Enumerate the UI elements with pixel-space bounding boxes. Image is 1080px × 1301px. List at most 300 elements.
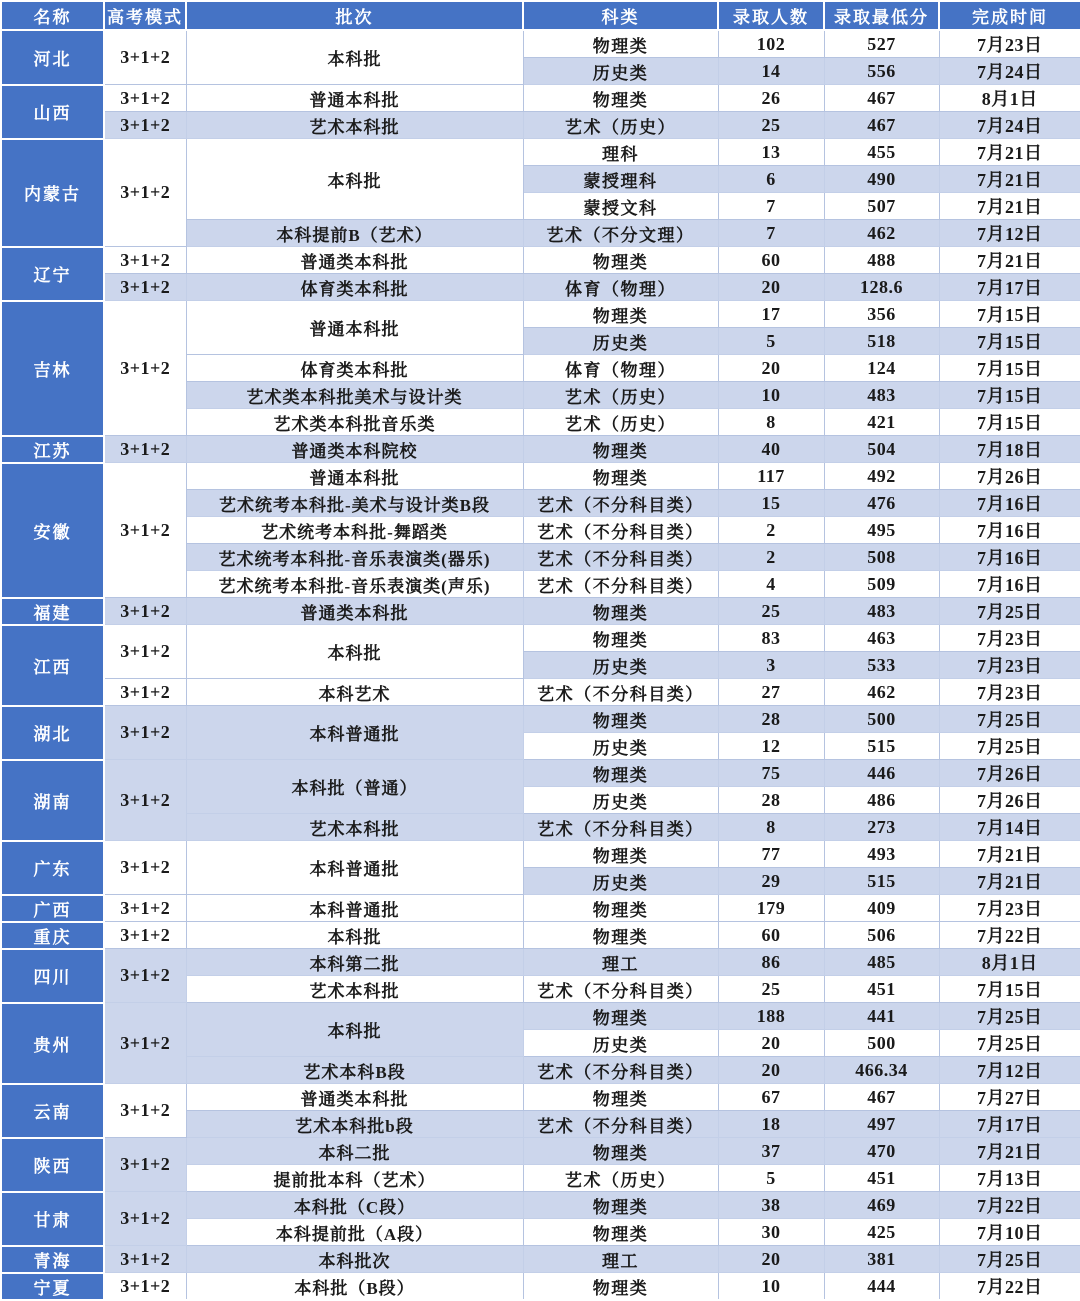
cell-count: 67	[718, 1084, 824, 1111]
cell-score: 356	[824, 301, 939, 328]
cell-mode: 3+1+2	[104, 679, 186, 706]
cell-count: 25	[718, 598, 824, 625]
cell-subject: 物理类	[523, 247, 718, 274]
cell-date: 7月22日	[939, 1273, 1080, 1301]
cell-date: 7月23日	[939, 30, 1080, 58]
table-body	[1, 30, 1080, 1300]
cell-score: 451	[824, 1165, 939, 1192]
cell-batch: 本科批（普通）	[186, 760, 523, 814]
cell-subject: 物理类	[523, 1273, 718, 1301]
cell-date: 7月23日	[939, 895, 1080, 922]
cell-subject: 艺术（不分科目类）	[523, 679, 718, 706]
cell-score: 495	[824, 517, 939, 544]
cell-date: 7月21日	[939, 868, 1080, 895]
cell-date: 7月22日	[939, 922, 1080, 949]
cell-count: 7	[718, 193, 824, 220]
cell-count: 5	[718, 328, 824, 355]
cell-date: 7月25日	[939, 706, 1080, 733]
cell-date: 7月21日	[939, 193, 1080, 220]
cell-subject: 艺术（不分科目类）	[523, 1111, 718, 1138]
province-cell: 广西	[1, 895, 104, 922]
cell-count: 10	[718, 382, 824, 409]
cell-batch: 本科批（B段）	[186, 1273, 523, 1301]
cell-subject: 历史类	[523, 58, 718, 85]
column-header-date: 完成时间	[939, 1, 1080, 30]
cell-date: 7月21日	[939, 139, 1080, 166]
cell-batch: 艺术统考本科批-音乐表演类(器乐)	[186, 544, 523, 571]
cell-score: 462	[824, 679, 939, 706]
cell-date: 7月25日	[939, 598, 1080, 625]
column-header-count: 录取人数	[718, 1, 824, 30]
cell-batch: 本科批	[186, 139, 523, 220]
cell-date: 7月17日	[939, 274, 1080, 301]
cell-subject: 历史类	[523, 787, 718, 814]
cell-subject: 物理类	[523, 1138, 718, 1165]
cell-date: 7月23日	[939, 625, 1080, 652]
cell-batch: 本科提前批（A段）	[186, 1219, 523, 1246]
cell-batch: 艺术本科批	[186, 112, 523, 139]
table-row	[1, 625, 1080, 652]
cell-count: 20	[718, 1246, 824, 1273]
cell-date: 7月16日	[939, 490, 1080, 517]
cell-mode: 3+1+2	[104, 30, 186, 85]
province-cell: 内蒙古	[1, 139, 104, 247]
cell-score: 467	[824, 112, 939, 139]
cell-date: 7月24日	[939, 58, 1080, 85]
cell-score: 518	[824, 328, 939, 355]
cell-date: 7月26日	[939, 787, 1080, 814]
cell-subject: 艺术（不分科目类）	[523, 976, 718, 1003]
cell-subject: 物理类	[523, 706, 718, 733]
cell-mode: 3+1+2	[104, 706, 186, 760]
cell-count: 83	[718, 625, 824, 652]
cell-date: 7月15日	[939, 355, 1080, 382]
cell-subject: 艺术（历史）	[523, 112, 718, 139]
cell-score: 469	[824, 1192, 939, 1219]
cell-subject: 理工	[523, 949, 718, 976]
column-header-name: 名称	[1, 1, 104, 30]
column-header-subject: 科类	[523, 1, 718, 30]
cell-batch: 艺术本科B段	[186, 1057, 523, 1084]
table-row	[1, 598, 1080, 625]
cell-date: 7月14日	[939, 814, 1080, 841]
cell-subject: 艺术（不分科目类）	[523, 517, 718, 544]
cell-subject: 历史类	[523, 733, 718, 760]
cell-count: 7	[718, 220, 824, 247]
cell-mode: 3+1+2	[104, 1246, 186, 1273]
cell-score: 451	[824, 976, 939, 1003]
province-cell: 湖北	[1, 706, 104, 760]
cell-subject: 物理类	[523, 598, 718, 625]
cell-date: 7月21日	[939, 166, 1080, 193]
cell-date: 7月25日	[939, 1246, 1080, 1273]
cell-mode: 3+1+2	[104, 436, 186, 463]
table-row	[1, 463, 1080, 490]
table-row	[1, 112, 1080, 139]
cell-score: 455	[824, 139, 939, 166]
cell-batch: 艺术统考本科批-音乐表演类(声乐)	[186, 571, 523, 598]
cell-score: 409	[824, 895, 939, 922]
cell-date: 7月24日	[939, 112, 1080, 139]
cell-date: 7月15日	[939, 301, 1080, 328]
province-cell: 甘肃	[1, 1192, 104, 1246]
province-cell: 山西	[1, 85, 104, 139]
table-row	[1, 1003, 1080, 1030]
cell-subject: 物理类	[523, 922, 718, 949]
cell-date: 7月12日	[939, 220, 1080, 247]
province-cell: 四川	[1, 949, 104, 1003]
cell-subject: 艺术（不分科目类）	[523, 544, 718, 571]
cell-date: 7月27日	[939, 1084, 1080, 1111]
cell-score: 506	[824, 922, 939, 949]
cell-score: 466.34	[824, 1057, 939, 1084]
cell-score: 425	[824, 1219, 939, 1246]
province-cell: 吉林	[1, 301, 104, 436]
cell-mode: 3+1+2	[104, 922, 186, 949]
cell-mode: 3+1+2	[104, 1138, 186, 1192]
cell-score: 527	[824, 30, 939, 58]
cell-batch: 本科第二批	[186, 949, 523, 976]
cell-count: 26	[718, 85, 824, 112]
cell-score: 508	[824, 544, 939, 571]
cell-subject: 物理类	[523, 463, 718, 490]
cell-count: 15	[718, 490, 824, 517]
cell-count: 28	[718, 706, 824, 733]
table-row	[1, 301, 1080, 328]
cell-date: 7月26日	[939, 760, 1080, 787]
cell-count: 60	[718, 922, 824, 949]
cell-date: 7月15日	[939, 382, 1080, 409]
cell-date: 7月15日	[939, 409, 1080, 436]
cell-mode: 3+1+2	[104, 139, 186, 247]
cell-score: 273	[824, 814, 939, 841]
cell-score: 504	[824, 436, 939, 463]
cell-mode: 3+1+2	[104, 274, 186, 301]
cell-date: 7月16日	[939, 544, 1080, 571]
cell-subject: 历史类	[523, 1030, 718, 1057]
cell-subject: 理科	[523, 139, 718, 166]
cell-score: 492	[824, 463, 939, 490]
province-cell: 陕西	[1, 1138, 104, 1192]
cell-score: 441	[824, 1003, 939, 1030]
cell-mode: 3+1+2	[104, 301, 186, 436]
cell-batch: 普通类本科批	[186, 1084, 523, 1111]
cell-date: 7月26日	[939, 463, 1080, 490]
cell-date: 7月16日	[939, 571, 1080, 598]
cell-batch: 艺术本科批	[186, 976, 523, 1003]
cell-date: 7月23日	[939, 679, 1080, 706]
cell-score: 467	[824, 1084, 939, 1111]
province-cell: 湖南	[1, 760, 104, 841]
province-cell: 江西	[1, 625, 104, 706]
cell-batch: 体育类本科批	[186, 274, 523, 301]
cell-count: 8	[718, 409, 824, 436]
cell-count: 28	[718, 787, 824, 814]
cell-score: 509	[824, 571, 939, 598]
cell-date: 7月18日	[939, 436, 1080, 463]
cell-mode: 3+1+2	[104, 112, 186, 139]
province-cell: 重庆	[1, 922, 104, 949]
province-cell: 云南	[1, 1084, 104, 1138]
cell-mode: 3+1+2	[104, 598, 186, 625]
cell-score: 507	[824, 193, 939, 220]
cell-count: 13	[718, 139, 824, 166]
cell-count: 30	[718, 1219, 824, 1246]
cell-score: 483	[824, 598, 939, 625]
cell-mode: 3+1+2	[104, 85, 186, 112]
cell-batch: 本科批	[186, 1003, 523, 1057]
table-row	[1, 436, 1080, 463]
cell-count: 5	[718, 1165, 824, 1192]
cell-date: 8月1日	[939, 949, 1080, 976]
cell-subject: 艺术（不分文理）	[523, 220, 718, 247]
cell-subject: 体育（物理）	[523, 274, 718, 301]
cell-batch: 普通类本科批	[186, 598, 523, 625]
cell-score: 476	[824, 490, 939, 517]
cell-score: 124	[824, 355, 939, 382]
table-row	[1, 706, 1080, 733]
cell-count: 25	[718, 976, 824, 1003]
cell-batch: 艺术统考本科批-美术与设计类B段	[186, 490, 523, 517]
cell-count: 179	[718, 895, 824, 922]
cell-mode: 3+1+2	[104, 1273, 186, 1301]
cell-mode: 3+1+2	[104, 949, 186, 1003]
cell-batch: 本科二批	[186, 1138, 523, 1165]
cell-date: 7月21日	[939, 247, 1080, 274]
cell-count: 12	[718, 733, 824, 760]
cell-mode: 3+1+2	[104, 760, 186, 841]
cell-score: 515	[824, 733, 939, 760]
table-row	[1, 30, 1080, 58]
cell-batch: 体育类本科批	[186, 355, 523, 382]
table-row	[1, 895, 1080, 922]
table-row	[1, 1246, 1080, 1273]
cell-count: 188	[718, 1003, 824, 1030]
cell-batch: 提前批本科（艺术）	[186, 1165, 523, 1192]
cell-subject: 物理类	[523, 1192, 718, 1219]
cell-subject: 物理类	[523, 1003, 718, 1030]
cell-score: 515	[824, 868, 939, 895]
cell-subject: 艺术（不分科目类）	[523, 814, 718, 841]
cell-date: 7月15日	[939, 328, 1080, 355]
cell-batch: 普通类本科批	[186, 247, 523, 274]
cell-count: 77	[718, 841, 824, 868]
table-row	[1, 1192, 1080, 1219]
cell-batch: 本科批次	[186, 1246, 523, 1273]
cell-mode: 3+1+2	[104, 625, 186, 679]
column-header-mode: 高考模式	[104, 1, 186, 30]
table-row	[1, 1138, 1080, 1165]
cell-count: 40	[718, 436, 824, 463]
cell-batch: 普通本科批	[186, 85, 523, 112]
cell-score: 490	[824, 166, 939, 193]
cell-batch: 本科批（C段）	[186, 1192, 523, 1219]
cell-mode: 3+1+2	[104, 1084, 186, 1138]
table-row	[1, 679, 1080, 706]
cell-count: 6	[718, 166, 824, 193]
table-row	[1, 1084, 1080, 1111]
cell-subject: 物理类	[523, 301, 718, 328]
cell-batch: 艺术类本科批音乐类	[186, 409, 523, 436]
cell-score: 421	[824, 409, 939, 436]
cell-mode: 3+1+2	[104, 463, 186, 598]
cell-date: 7月25日	[939, 1003, 1080, 1030]
cell-count: 3	[718, 652, 824, 679]
cell-score: 467	[824, 85, 939, 112]
cell-mode: 3+1+2	[104, 841, 186, 895]
cell-mode: 3+1+2	[104, 895, 186, 922]
cell-score: 500	[824, 706, 939, 733]
cell-date: 7月10日	[939, 1219, 1080, 1246]
cell-count: 38	[718, 1192, 824, 1219]
cell-date: 8月1日	[939, 85, 1080, 112]
table-row	[1, 949, 1080, 976]
cell-count: 10	[718, 1273, 824, 1301]
cell-score: 533	[824, 652, 939, 679]
cell-count: 17	[718, 301, 824, 328]
cell-subject: 蒙授文科	[523, 193, 718, 220]
cell-subject: 艺术（不分科目类）	[523, 571, 718, 598]
province-cell: 辽宁	[1, 247, 104, 301]
cell-score: 488	[824, 247, 939, 274]
cell-count: 20	[718, 1030, 824, 1057]
cell-count: 2	[718, 544, 824, 571]
cell-count: 27	[718, 679, 824, 706]
cell-subject: 历史类	[523, 868, 718, 895]
cell-count: 8	[718, 814, 824, 841]
cell-date: 7月25日	[939, 733, 1080, 760]
cell-count: 75	[718, 760, 824, 787]
cell-subject: 体育（物理）	[523, 355, 718, 382]
cell-date: 7月25日	[939, 1030, 1080, 1057]
cell-count: 102	[718, 30, 824, 58]
province-cell: 广东	[1, 841, 104, 895]
table-row	[1, 274, 1080, 301]
cell-batch: 本科批	[186, 625, 523, 679]
cell-batch: 艺术类本科批美术与设计类	[186, 382, 523, 409]
cell-count: 2	[718, 517, 824, 544]
table-row	[1, 85, 1080, 112]
cell-score: 128.6	[824, 274, 939, 301]
cell-subject: 理工	[523, 1246, 718, 1273]
column-header-batch: 批次	[186, 1, 523, 30]
cell-score: 483	[824, 382, 939, 409]
cell-subject: 蒙授理科	[523, 166, 718, 193]
province-cell: 江苏	[1, 436, 104, 463]
cell-subject: 物理类	[523, 760, 718, 787]
cell-date: 7月21日	[939, 1138, 1080, 1165]
cell-subject: 物理类	[523, 841, 718, 868]
cell-date: 7月22日	[939, 1192, 1080, 1219]
cell-score: 446	[824, 760, 939, 787]
cell-batch: 普通类本科院校	[186, 436, 523, 463]
cell-count: 25	[718, 112, 824, 139]
province-cell: 安徽	[1, 463, 104, 598]
cell-count: 18	[718, 1111, 824, 1138]
province-cell: 河北	[1, 30, 104, 85]
cell-subject: 物理类	[523, 85, 718, 112]
cell-score: 500	[824, 1030, 939, 1057]
cell-batch: 本科批	[186, 30, 523, 85]
column-header-score: 录取最低分	[824, 1, 939, 30]
cell-date: 7月13日	[939, 1165, 1080, 1192]
cell-mode: 3+1+2	[104, 247, 186, 274]
cell-count: 4	[718, 571, 824, 598]
province-cell: 福建	[1, 598, 104, 625]
cell-date: 7月23日	[939, 652, 1080, 679]
cell-score: 463	[824, 625, 939, 652]
cell-score: 497	[824, 1111, 939, 1138]
cell-date: 7月17日	[939, 1111, 1080, 1138]
table-row	[1, 247, 1080, 274]
cell-count: 29	[718, 868, 824, 895]
cell-score: 470	[824, 1138, 939, 1165]
cell-score: 381	[824, 1246, 939, 1273]
cell-count: 37	[718, 1138, 824, 1165]
cell-subject: 艺术（不分科目类）	[523, 1057, 718, 1084]
cell-score: 556	[824, 58, 939, 85]
province-cell: 贵州	[1, 1003, 104, 1084]
cell-subject: 物理类	[523, 436, 718, 463]
cell-batch: 本科提前B（艺术）	[186, 220, 523, 247]
cell-mode: 3+1+2	[104, 1192, 186, 1246]
cell-subject: 物理类	[523, 1084, 718, 1111]
cell-score: 462	[824, 220, 939, 247]
cell-score: 444	[824, 1273, 939, 1301]
table-row	[1, 139, 1080, 166]
cell-subject: 艺术（历史）	[523, 409, 718, 436]
cell-count: 20	[718, 1057, 824, 1084]
cell-batch: 艺术本科批b段	[186, 1111, 523, 1138]
cell-score: 486	[824, 787, 939, 814]
cell-batch: 普通本科批	[186, 301, 523, 355]
cell-batch: 本科艺术	[186, 679, 523, 706]
table-row	[1, 760, 1080, 787]
cell-subject: 历史类	[523, 328, 718, 355]
cell-count: 20	[718, 274, 824, 301]
cell-score: 485	[824, 949, 939, 976]
cell-batch: 本科普通批	[186, 841, 523, 895]
cell-batch: 本科普通批	[186, 895, 523, 922]
table-row	[1, 922, 1080, 949]
cell-mode: 3+1+2	[104, 1003, 186, 1084]
cell-date: 7月15日	[939, 976, 1080, 1003]
cell-batch: 本科普通批	[186, 706, 523, 760]
province-cell: 青海	[1, 1246, 104, 1273]
cell-count: 117	[718, 463, 824, 490]
cell-count: 20	[718, 355, 824, 382]
cell-count: 60	[718, 247, 824, 274]
cell-score: 493	[824, 841, 939, 868]
cell-subject: 物理类	[523, 30, 718, 58]
cell-subject: 物理类	[523, 1219, 718, 1246]
cell-batch: 本科批	[186, 922, 523, 949]
cell-date: 7月21日	[939, 841, 1080, 868]
cell-batch: 艺术统考本科批-舞蹈类	[186, 517, 523, 544]
cell-subject: 艺术（历史）	[523, 382, 718, 409]
cell-date: 7月16日	[939, 517, 1080, 544]
cell-subject: 历史类	[523, 652, 718, 679]
table-row	[1, 841, 1080, 868]
cell-batch: 普通本科批	[186, 463, 523, 490]
cell-date: 7月12日	[939, 1057, 1080, 1084]
province-cell: 宁夏	[1, 1273, 104, 1301]
cell-subject: 物理类	[523, 895, 718, 922]
cell-subject: 物理类	[523, 625, 718, 652]
cell-subject: 艺术（不分科目类）	[523, 490, 718, 517]
cell-batch: 艺术本科批	[186, 814, 523, 841]
cell-count: 86	[718, 949, 824, 976]
